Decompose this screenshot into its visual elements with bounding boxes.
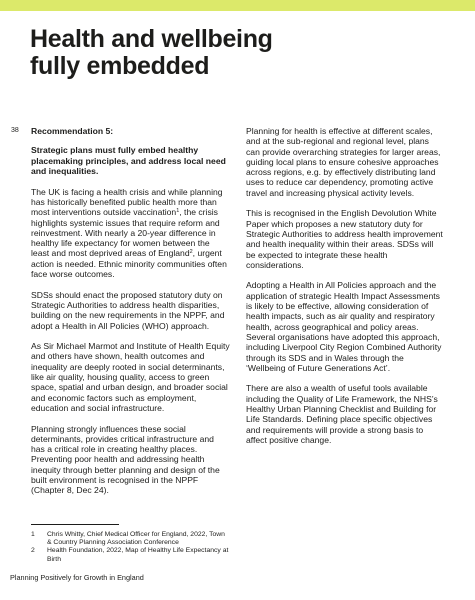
footer-text: Planning Positively for Growth in England [10,573,144,582]
title-line-1: Health and wellbeing [30,25,273,53]
recommendation-heading: Recommendation 5: [31,126,114,136]
footnote-divider [31,524,119,525]
footnote-ref-1: 1 [176,208,180,215]
footnote-number: 1 [31,531,35,538]
paragraph-text: , urgent action is needed. Ethnic minority communities often face worse outcomes. [31,248,227,280]
footnote [31,547,231,563]
paragraph-social-determinants: Planning strongly influences these social determinants, provides critical infrastructure and has a critical role in creating healthy places. Preventing poor health and addressing health inequity through better planning and design of the built environment is recognised in the NPPF (Chapter 8, Dec 24). [31,423,220,496]
recommendation-lead: Strategic plans must fully embed healthy placemaking principles, and address local need and inequalities. [31,145,226,176]
paragraph-health-crisis [31,187,230,280]
paragraph-health-in-all-policies: Adopting a Health in All Policies approach and the application of strategic Health Impact Assessments is likely to be effective, allowing consideration of health impacts, such as air quality and respiratory health, across geographical and policy areas. Several organisations have adopted this approach, including Liverpool City Region Combined Authority through its SDS and in Wales through the ‘Wellbeing of Future Generations Act’. [246,280,442,373]
footnote-text: Health Foundation, 2022, Map of Healthy Life Expectancy at Birth [47,547,229,563]
footnote-ref-2: 2 [189,249,193,256]
footnote-text: Chris Whitty, Chief Medical Officer for England, 2022, Town & Country Planning Association Conference [47,531,225,547]
paragraph-text: , the crisis highlights systemic issues that require reform and reinvestment. With nearly a 20-year difference in healthy life expectancy for women between the least and most deprived areas of England [31,207,220,259]
left-column [31,126,230,506]
footnotes [31,531,231,564]
page-title [30,26,330,80]
paragraph-marmot: As Sir Michael Marmot and Institute of Health Equity and others have shown, health outcomes and inequality are deeply rooted in social determinants, like air quality, housing quality, access to green space, spatial and urban design, and broader social and economic factors such as employment, education and social infrastructure. [31,341,230,413]
right-column [246,126,445,456]
title-line-2: fully embedded [30,52,210,80]
accent-bar [0,0,475,11]
footnote-number: 2 [31,547,35,555]
paragraph-devolution: This is recognised in the English Devolution White Paper which proposes a new statutory duty for Strategic Authorities to address health improvement and health inequality within their areas. SDSs will be expected to integrate these health considerations. [246,208,443,270]
paragraph-sds-duty: SDSs should enact the proposed statutory duty on Strategic Authorities to address health disparities, building on the new requirements in the NPPF, and adopt a Health in All Policies (WHO) approach. [31,289,225,331]
footnote [31,531,231,547]
paragraph-tools: There are also a wealth of useful tools available including the Quality of Life Framework, the NHS’s Healthy Urban Planning Checklist and Building for Life Standards. Defining place specific objectives and requirements will provide a strong basis to affect positive change. [246,383,438,445]
paragraph-scales: Planning for health is effective at different scales, and at the sub-regional and regional level, plans can provide overarching strategies for larger areas, guiding local plans to ensure cohesive approaches across regions, e.g. by effectively distributing land uses to reduce car dependency, promoting active travel and increasing physical activity levels. [246,126,441,198]
paragraph-text: The UK is facing a health crisis and while planning has historically benefited public health more than most interventions outside vaccination [31,186,223,218]
page-number: 38 [11,127,19,134]
